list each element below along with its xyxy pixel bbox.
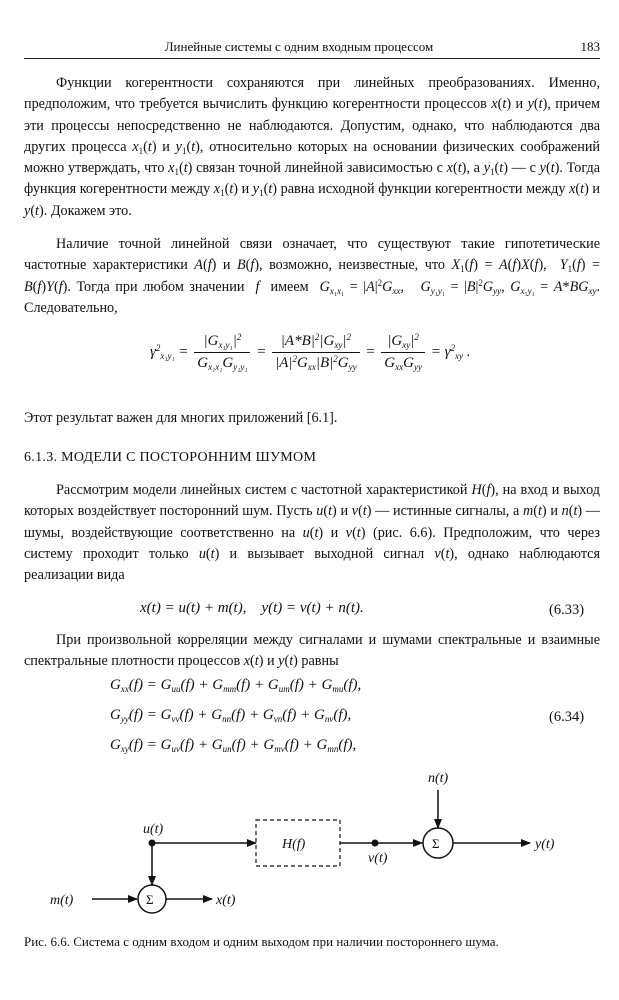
section-title: 6.1.3. МОДЕЛИ С ПОСТОРОННИМ ШУМОМ — [24, 450, 317, 465]
label-x: x(t) — [216, 893, 236, 908]
running-title: Линейные системы с одним входным процессом — [164, 39, 434, 54]
label-h: H(f) — [282, 837, 306, 852]
equation-6-33-number: (6.33) — [549, 602, 585, 618]
label-m: m(t) — [50, 893, 74, 908]
summing-node-input — [138, 885, 166, 913]
paragraph-linear-relation: Наличие точной линейной связи означает, что существуют такие гипотетические частотные характеристики A(f) и B(f), возможно, неизвестные, что $X_1(f) = A(f)X(f)$, $Y_1(f) = B(f)Y(f)$. Тогда при любом значении f имеем $G_{x_1x_1} = |A|^2G_{xx}$, $G_{y_1y_1} = |B|^2G_{yy}$, $G_{x_1y_1} = A*BG_{xy}$. Следовательно, — [24, 236, 601, 316]
equation-6-33: x(t) = u(t) + m(t), y(t) = v(t) + n(t). — [140, 600, 364, 616]
figure-caption: Рис. 6.6. Система с одним входом и одним выходом при наличии постороннего шума. — [24, 934, 499, 949]
label-u: u(t) — [143, 822, 164, 837]
equation-6-34-line-3: $G_{xy}(f) = G_{uv}(f) + G_{un}(f) + G_{mv}(f) + G_{mn}(f)$, — [110, 737, 357, 754]
summing-node-output — [423, 828, 453, 858]
result-sentence: Этот результат важен для многих приложений [6.1]. — [24, 410, 338, 426]
paragraph-spectral: При произвольной корреляции между сигналами и шумами спектральные и взаимные спектральные плотности процессов x(t) и y(t) равны — [24, 632, 600, 670]
equation-6-34-line-1: $G_{xx}(f) = G_{uu}(f) + G_{mm}(f) + G_{um}(f) + G_{mu}(f)$, — [110, 677, 362, 694]
system-block-h — [256, 820, 340, 866]
junction-dot-v — [372, 840, 379, 847]
sigma-output: Σ — [432, 836, 440, 851]
page-number: 183 — [580, 39, 600, 54]
junction-dot-u — [149, 840, 156, 847]
sigma-input: Σ — [146, 892, 154, 907]
label-n: n(t) — [428, 771, 449, 786]
running-header — [24, 38, 600, 59]
paragraph-noise-model: Рассмотрим модели линейных систем с частотной характеристикой H(f), на вход и выход которых воздействует посторонний шум. Пусть u(t) и v(t) — истинные сигналы, а m(t) и n(t) — шумы, воздействующие соответственно на u(t) и v(t) (рис. 6.6). Предположим, что через систему проходит только u(t) и вызывает выходной сигнал v(t), однако наблюдаются реализации вида — [24, 482, 601, 584]
label-v: v(t) — [368, 851, 388, 866]
paragraph-coherence-intro: Функции когерентности сохраняются при линейных преобразованиях. Именно, предположим, что требуется вычислить функцию когерентности процессов x(t) и y(t), причем эти процессы непосредственно не наблюдаются. Допустим, однако, что наблюдаются два других процесса $x_1(t)$ и $y_1(t)$, относительно которых на основании физических соображений можно утверждать, что $x_1(t)$ связан точной линейной зависимостью с x(t), а $y_1(t)$ — с y(t). Тогда функция когерентности между $x_1(t)$ и $y_1(t)$ равна исходной функции когерентности между x(t) и y(t). Докажем это. — [24, 75, 600, 219]
label-y: y(t) — [535, 837, 555, 852]
coherence-equation: $\gamma^2_{x_1y_1}$ = $\frac{|G_{x_1y_1}|^2}{G_{x_1x_1}G_{y_1y_1}}$ = $\frac{|A*B|^2|G_{xy}|^2}{|A|^2G_{xx}|B|^2G_{yy}}$ = $\frac{|G_{xy}|^2}{G_{xx}G_{yy}}$ = $\gamma^2_{xy}$ . — [150, 332, 471, 372]
equation-6-34-number: (6.34) — [549, 709, 585, 725]
equation-6-34-line-2: $G_{yy}(f) = G_{vv}(f) + G_{nn}(f) + G_{vn}(f) + G_{nv}(f)$, — [110, 707, 352, 724]
